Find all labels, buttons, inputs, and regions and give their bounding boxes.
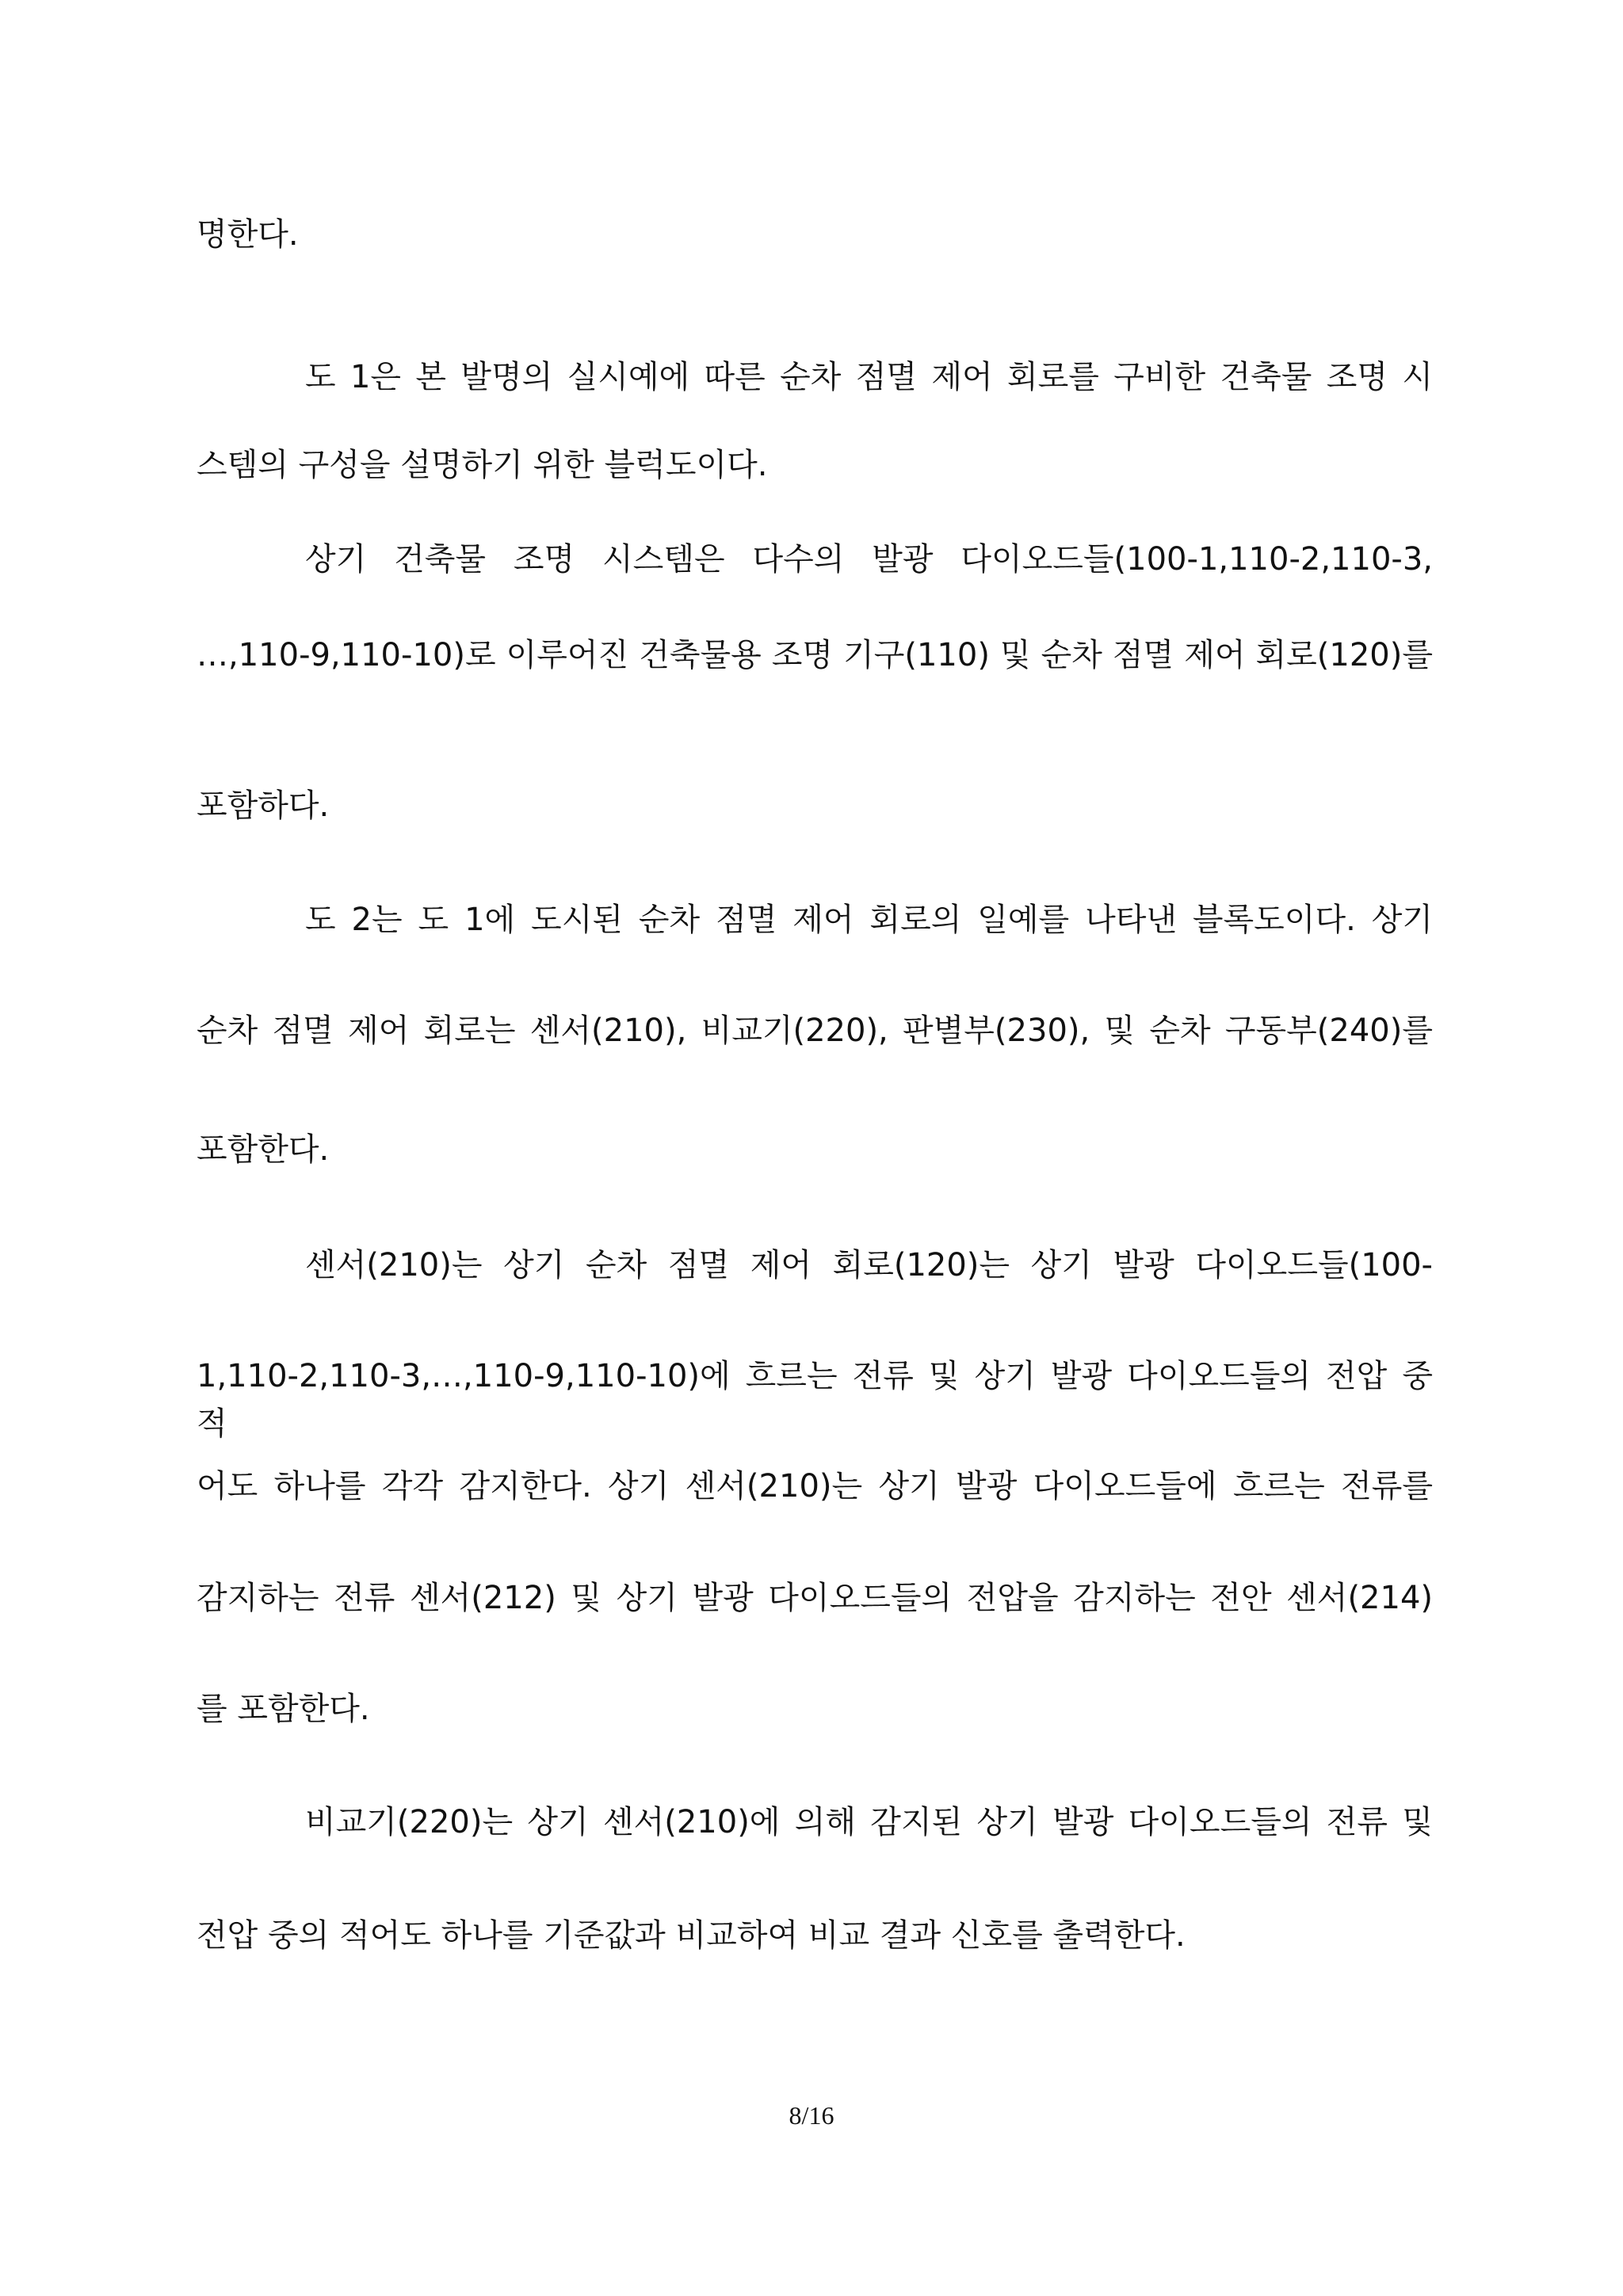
text-line-11: 1,110-2,110-3,…,110-9,110-10)에 흐르는 전류 및 상기 발광 다이오드들의 전압 중 적 bbox=[197, 1358, 1433, 1442]
text-line-10: 센서(210)는 상기 순차 점멸 제어 회로(120)는 상기 발광 다이오드들(100- bbox=[305, 1247, 1433, 1283]
text-line-15: 비교기(220)는 상기 센서(210)에 의해 감지된 상기 발광 다이오드들의 전류 및 bbox=[305, 1804, 1433, 1840]
text-line-4: 상기 건축물 조명 시스템은 다수의 발광 다이오드들(100-1,110-2,110-3, bbox=[305, 541, 1433, 578]
text-line-9: 포함한다. bbox=[197, 1131, 330, 1168]
text-line-1: 명한다. bbox=[197, 216, 299, 253]
text-line-8: 순차 점멸 제어 회로는 센서(210), 비교기(220), 판별부(230), 및 순차 구동부(240)를 bbox=[197, 1013, 1433, 1049]
text-line-3: 스템의 구성을 설명하기 위한 블럭도이다. bbox=[197, 447, 768, 483]
page-number: 8/16 bbox=[789, 2101, 834, 2130]
text-line-7: 도 2는 도 1에 도시된 순차 점멸 제어 회로의 일예를 나타낸 블록도이다. 상기 bbox=[305, 902, 1433, 938]
text-line-16: 전압 중의 적어도 하나를 기준값과 비교하여 비교 결과 신호를 출력한다. bbox=[197, 1917, 1186, 1954]
text-line-2: 도 1은 본 발명의 실시예에 따른 순차 점멸 제어 회로를 구비한 건축물 조명 시 bbox=[305, 359, 1433, 395]
text-line-5: …,110-9,110-10)로 이루어진 건축물용 조명 기구(110) 및 순차 점멸 제어 회로(120)를 bbox=[197, 637, 1433, 673]
text-line-14: 를 포함한다. bbox=[197, 1691, 370, 1727]
text-line-13: 감지하는 전류 센서(212) 및 상기 발광 다이오드들의 전압을 감지하는 전안 센서(214) bbox=[197, 1580, 1433, 1616]
text-line-6: 포함하다. bbox=[197, 788, 330, 824]
text-line-12: 어도 하나를 각각 감지한다. 상기 센서(210)는 상기 발광 다이오드들에 흐르는 전류를 bbox=[197, 1468, 1433, 1505]
